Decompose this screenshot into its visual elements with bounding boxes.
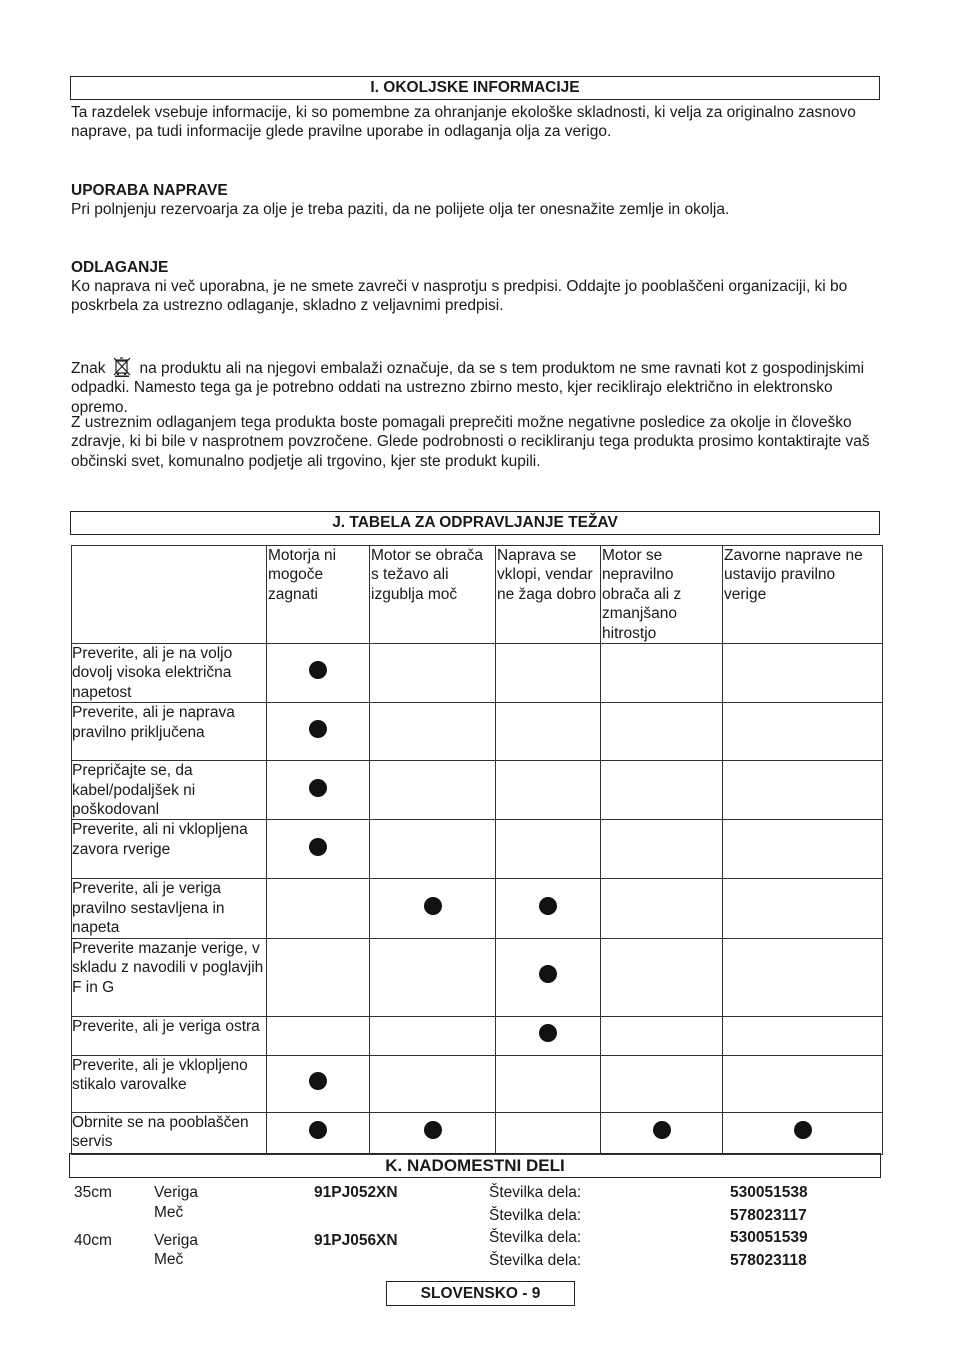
bullet-marker xyxy=(424,897,442,915)
table-row xyxy=(72,1016,883,1055)
spare-parts-list xyxy=(0,1180,954,1275)
table-cell xyxy=(723,879,883,938)
symbol-paragraph xyxy=(71,355,883,417)
part-name: Meč xyxy=(154,1251,184,1268)
table-row xyxy=(72,1112,883,1154)
bullet-marker xyxy=(309,720,327,738)
crossed-bin-icon xyxy=(111,355,133,377)
row-label: Preverite, ali je na voljo dovolj visoka električna napetost xyxy=(72,644,267,703)
table-cell xyxy=(370,1112,496,1154)
row-label: Preverite mazanje verige, v skladu z navodili v poglavjih F in G xyxy=(72,938,267,1016)
bullet-marker xyxy=(424,1121,442,1139)
bullet-marker xyxy=(539,965,557,983)
column-header: Motorja ni mogoče zagnati xyxy=(267,546,370,644)
row-label: Prepričajte se, da kabel/podaljšek ni poškodovanl xyxy=(72,761,267,820)
table-cell xyxy=(267,644,370,703)
table-cell xyxy=(267,761,370,820)
table-cell xyxy=(496,761,601,820)
table-cell xyxy=(496,1055,601,1112)
part-size: 40cm xyxy=(74,1232,112,1249)
row-label: Preverite, ali je veriga ostra xyxy=(72,1016,267,1055)
table-cell xyxy=(496,703,601,761)
table-corner-cell xyxy=(72,546,267,644)
row-label: Preverite, ali je naprava pravilno priključena xyxy=(72,703,267,761)
table-cell xyxy=(370,879,496,938)
table-cell xyxy=(601,820,723,879)
section-j-heading: J. TABELA ZA ODPRAVLJANJE TEŽAV xyxy=(70,511,880,535)
table-cell xyxy=(723,761,883,820)
row-label: Preverite, ali ni vklopljena zavora rverige xyxy=(72,820,267,879)
part-number: 578023117 xyxy=(730,1207,807,1224)
symbol-text: na produktu ali na njegovi embalaži označuje, da se s tem produktom ne sme ravnati kot z gospodinjskimi odpadki. Namesto tega ga je potrebno oddati na ustrezno zbirno mesto, kjer reciklirajo električno in elektronsko opremo. xyxy=(71,360,865,416)
table-cell xyxy=(496,879,601,938)
table-cell xyxy=(723,820,883,879)
page-footer: SLOVENSKO - 9 xyxy=(386,1281,575,1306)
part-model: 91PJ052XN xyxy=(314,1184,398,1201)
table-cell xyxy=(496,938,601,1016)
table-cell xyxy=(601,1055,723,1112)
bullet-marker xyxy=(309,661,327,679)
table-cell xyxy=(267,703,370,761)
bullet-marker xyxy=(309,1121,327,1139)
part-name: Veriga xyxy=(154,1232,198,1249)
table-cell xyxy=(601,703,723,761)
table-cell xyxy=(723,1055,883,1112)
table-cell xyxy=(370,761,496,820)
column-header: Motor se nepravilno obrača ali z zmanjšano hitrostjo xyxy=(601,546,723,644)
part-number: 530051539 xyxy=(730,1229,808,1246)
table-cell xyxy=(370,820,496,879)
part-name: Meč xyxy=(154,1204,184,1221)
row-label: Preverite, ali je veriga pravilno sestavljena in napeta xyxy=(72,879,267,938)
table-cell xyxy=(601,1112,723,1154)
table-cell xyxy=(496,820,601,879)
bullet-marker xyxy=(309,838,327,856)
column-header: Zavorne naprave ne ustavijo pravilno verige xyxy=(723,546,883,644)
column-header: Naprava se vklopi, vendar ne žaga dobro xyxy=(496,546,601,644)
table-header-row xyxy=(72,546,883,644)
table-cell xyxy=(496,644,601,703)
part-name: Veriga xyxy=(154,1184,198,1201)
table-cell xyxy=(370,703,496,761)
table-cell xyxy=(601,644,723,703)
bullet-marker xyxy=(539,1024,557,1042)
impact-paragraph: Z ustreznim odlaganjem tega produkta boste pomagali preprečiti možne negativne posledice za okolje in človeško zdravje, ki bi bile v nasprotnem povzročene. Glede podrobnosti o recikliranju tega produkta prosimo kontaktirajte vaš občinski svet, komunalno podjetje ali trgovino, kjer ste produkt kupili. xyxy=(71,414,870,470)
bullet-marker xyxy=(539,897,557,915)
use-paragraph: Pri polnjenju rezervoarja za olje je treba paziti, da ne polijete olja ter onesnažite zemlje in okolja. xyxy=(71,201,730,218)
table-cell xyxy=(601,761,723,820)
table-row xyxy=(72,644,883,703)
table-cell xyxy=(267,879,370,938)
table-cell xyxy=(370,1016,496,1055)
table-cell xyxy=(496,1112,601,1154)
table-row xyxy=(72,820,883,879)
part-number-label: Številka dela: xyxy=(489,1252,582,1269)
section-i-heading: I. OKOLJSKE INFORMACIJE xyxy=(70,76,880,100)
table-cell xyxy=(601,1016,723,1055)
table-cell xyxy=(267,938,370,1016)
part-number: 578023118 xyxy=(730,1252,807,1269)
intro-paragraph: Ta razdelek vsebuje informacije, ki so pomembne za ohranjanje ekološke skladnosti, ki velja za originalno zasnovo naprave, pa tudi informacije glede pravilne uporabe in odlaganja olja za verigo. xyxy=(71,104,856,141)
table-cell xyxy=(370,938,496,1016)
table-cell xyxy=(267,1055,370,1112)
bullet-marker xyxy=(653,1121,671,1139)
part-number-label: Številka dela: xyxy=(489,1184,582,1201)
part-size: 35cm xyxy=(74,1184,112,1201)
part-number-label: Številka dela: xyxy=(489,1207,582,1224)
row-label: Preverite, ali je vklopljeno stikalo varovalke xyxy=(72,1055,267,1112)
table-row xyxy=(72,1055,883,1112)
table-row xyxy=(72,761,883,820)
row-label: Obrnite se na pooblaščen servis xyxy=(72,1112,267,1154)
table-cell xyxy=(601,938,723,1016)
part-model: 91PJ056XN xyxy=(314,1232,398,1249)
table-cell xyxy=(723,644,883,703)
table-cell xyxy=(370,1055,496,1112)
table-cell xyxy=(723,1016,883,1055)
table-cell xyxy=(267,1016,370,1055)
table-cell xyxy=(267,1112,370,1154)
troubleshooting-table xyxy=(71,545,883,1155)
table-cell xyxy=(370,644,496,703)
table-cell xyxy=(723,938,883,1016)
bullet-marker xyxy=(309,1072,327,1090)
bullet-marker xyxy=(794,1121,812,1139)
section-k-heading: K. NADOMESTNI DELI xyxy=(69,1153,881,1178)
table-cell xyxy=(723,703,883,761)
column-header: Motor se obrača s težavo ali izgublja moč xyxy=(370,546,496,644)
bullet-marker xyxy=(309,779,327,797)
table-cell xyxy=(496,1016,601,1055)
disposal-heading: ODLAGANJE xyxy=(71,259,169,276)
table-cell xyxy=(601,879,723,938)
table-row xyxy=(72,938,883,1016)
table-row xyxy=(72,703,883,761)
symbol-prefix: Znak xyxy=(71,360,106,377)
use-heading: UPORABA NAPRAVE xyxy=(71,182,228,199)
disposal-paragraph: Ko naprava ni več uporabna, je ne smete zavreči v nasprotju s predpisi. Oddajte jo pooblaščeni organizaciji, ki bo poskrbela za ustrezno odlaganje, skladno z veljavnimi predpisi. xyxy=(71,278,848,315)
table-cell xyxy=(267,820,370,879)
table-row xyxy=(72,879,883,938)
part-number: 530051538 xyxy=(730,1184,808,1201)
part-number-label: Številka dela: xyxy=(489,1229,582,1246)
table-cell xyxy=(723,1112,883,1154)
